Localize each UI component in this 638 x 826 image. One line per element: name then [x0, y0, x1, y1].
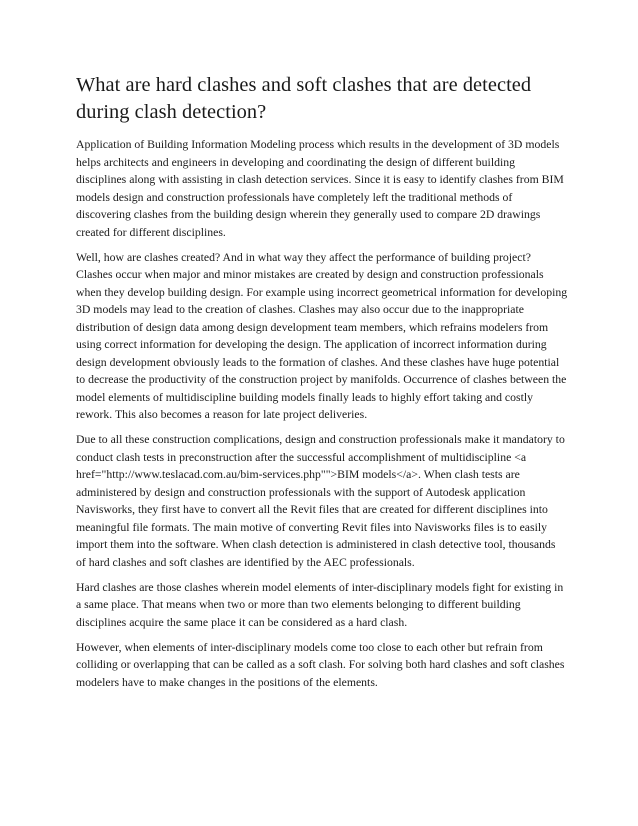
paragraph-soft-clashes: However, when elements of inter-disciplinary models come too close to each other but refrain from colliding or overlapping that can be called as a soft clash. For solving both hard clashes and soft clashes modelers have to make changes in the positions of the elements.: [76, 640, 565, 689]
paragraph-hard-clashes: Hard clashes are those clashes wherein model elements of inter-disciplinary models fight for existing in a same place. That means when two or more than two elements belonging to different building disciplines acquire the same place it can be considered as a hard clash.: [76, 580, 564, 629]
document-page: [76, 72, 568, 699]
paragraph-clash-causes: Well, how are clashes created? And in what way they affect the performance of building project? Clashes occur when major and minor mistakes are created by design and construction professionals when they develop building design. For example using incorrect geometrical information for developing 3D models may lead to the creation of clashes. Clashes may also occur due to the inappropriate distribution of design data among design development team members, which refrains modelers from using correct information for developing the design. The application of incorrect information during design development obviously leads to the formation of clashes. And these clashes have huge potential to decrease the productivity of the construction project by manifolds. Occurrence of clashes between the model elements of multidiscipline building models finally leads to highly effort taking and costly rework. This also becomes a reason for late project deliveries.: [76, 250, 568, 421]
page-title: What are hard clashes and soft clashes that are detected during clash detection?: [76, 74, 532, 123]
paragraph-intro: Application of Building Information Modeling process which results in the development of 3D models helps architects and engineers in developing and coordinating the design of different building disciplines along with assisting in clash detection services. Since it is easy to identify clashes from BIM models design and construction professionals have completely left the traditional methods of discovering clashes from the building design wherein they generally used to compare 2D drawings created for different disciplines.: [76, 138, 564, 239]
paragraph-clash-tests: Due to all these construction complications, design and construction professionals make it mandatory to conduct clash tests in preconstruction after the successful accomplishment of multidiscipline <a href="http://www.teslacad.com.au/bim-services.php"">BIM models</a>. When clash tests are administered by design and construction professionals with the support of Autodesk application Navisworks, they first have to convert all the Revit files that are created for different disciplines into meaningful file formats. The main motive of converting Revit files into Navisworks files is to easily import them into the software. When clash detection is administered in clash detective tool, thousands of hard clashes and soft clashes are identified by the AEC professionals.: [76, 433, 565, 569]
